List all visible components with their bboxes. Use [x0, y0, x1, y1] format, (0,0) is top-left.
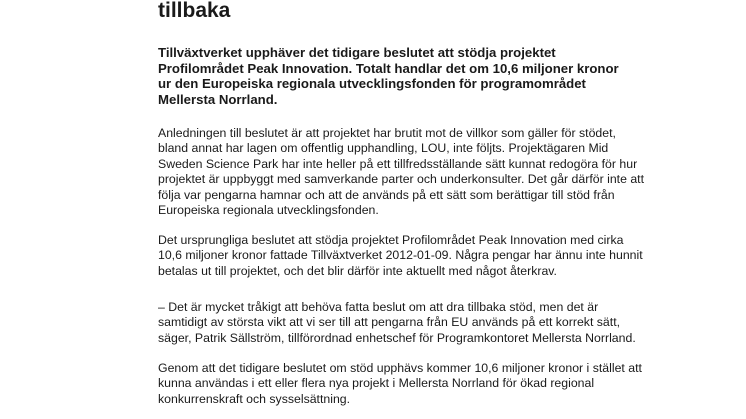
- text-line: Europeiska regionala utvecklingsfonden.: [158, 203, 379, 218]
- text-line: Sweden Science Park har inte heller på ett tillfredsställande sätt kunnat redogöra för hur: [158, 156, 638, 171]
- text-line: konkurrenskraft och sysselsättning.: [158, 391, 351, 406]
- body-paragraph-reason: [158, 126, 718, 218]
- body-paragraph-reallocation: [158, 361, 718, 407]
- text-line: följa var pengarna hamnar och att de används på ett sätt som berättigar till stöd från: [158, 187, 615, 202]
- text-line: – Det är mycket tråkigt att behöva fatta beslut om att dra tillbaka stöd, men det är: [158, 300, 599, 314]
- text-line: säger, Patrik Sällström, tillförordnad enhetschef för Programkontoret Mellersta Norrland.: [158, 330, 636, 345]
- text-line: Det ursprungliga beslutet att stödja projektet Profilområdet Peak Innovation med cirka: [158, 233, 624, 247]
- body-paragraph-original-decision: [158, 233, 718, 279]
- body-paragraph-quote: [158, 300, 718, 346]
- text-line: samtidigt av största vikt att vi ser till att pengarna från EU används på ett korrekt sätt,: [158, 315, 621, 330]
- lead-line: Profilområdet Peak Innovation. Totalt handlar det om 10,6 miljoner kronor: [158, 60, 619, 76]
- text-line: Genom att det tidigare beslutet om stöd upphävs kommer 10,6 miljoner kronor i stället att: [158, 361, 642, 375]
- page-title: tillbaka: [158, 0, 231, 22]
- text-line: betalas ut till projektet, och det blir därför inte aktuellt med något återkrav.: [158, 263, 557, 278]
- text-line: 10,6 miljoner kronor fattade Tillväxtverket 2012-01-09. Några pengar har ännu inte hunnit: [158, 248, 643, 263]
- lead-line: Tillväxtverket upphäver det tidigare beslutet att stödja projektet: [158, 45, 556, 60]
- lead-paragraph: [158, 45, 718, 107]
- lead-line: ur den Europeiska regionala utvecklingsfonden för programområdet: [158, 76, 586, 92]
- text-line: projektet är uppbyggt med samverkande parter och underkonsulter. Det går därför inte att: [158, 172, 644, 187]
- text-line: kunna användas i ett eller flera nya projekt i Mellersta Norrland för ökad regional: [158, 376, 595, 391]
- text-line: bland annat har lagen om offentlig upphandling, LOU, inte följts. Projektägaren Mid: [158, 141, 609, 156]
- lead-line: Mellersta Norrland.: [158, 91, 278, 107]
- text-line: Anledningen till beslutet är att projektet har brutit mot de villkor som gäller för stödet,: [158, 126, 616, 140]
